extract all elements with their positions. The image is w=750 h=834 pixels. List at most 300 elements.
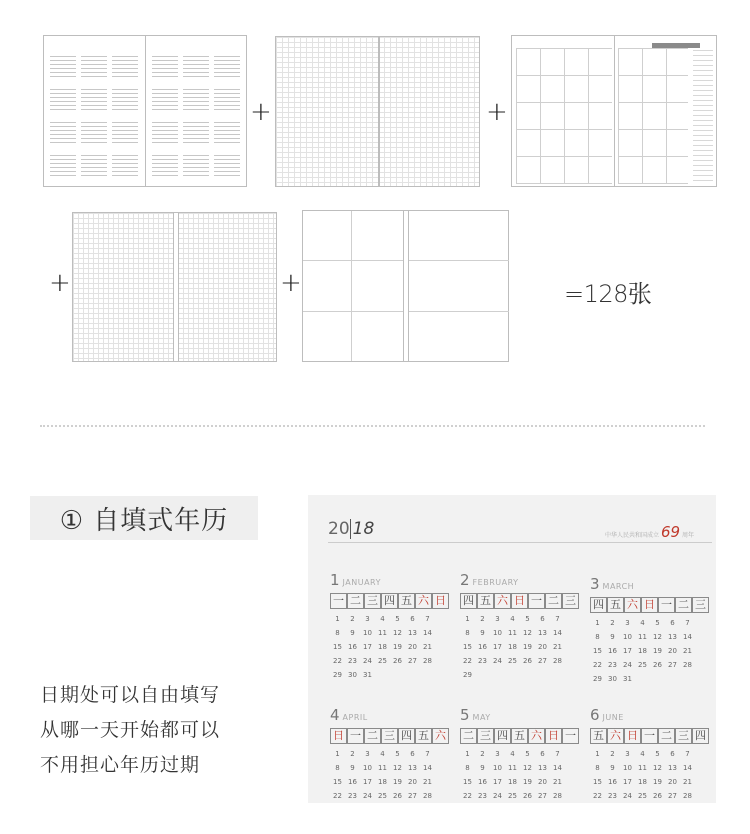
day-cell: 13	[538, 764, 547, 772]
weekday-cell: 五	[477, 593, 494, 609]
day-cell: 27	[538, 792, 547, 800]
day-cell: 10	[493, 764, 502, 772]
day-cell: 27	[668, 661, 677, 669]
day-cell: 21	[683, 778, 692, 786]
year-prefix: 20	[328, 519, 350, 539]
plus-sign: +	[250, 97, 272, 127]
day-cell: 24	[623, 661, 632, 669]
day-cell: 2	[480, 615, 485, 623]
day-cell: 21	[423, 643, 432, 651]
mini-month-block	[214, 89, 240, 111]
mini-month-block	[81, 89, 107, 111]
day-cell: 6	[540, 750, 545, 758]
mini-month-block	[152, 89, 178, 111]
day-cell: 2	[350, 615, 355, 623]
mini-month-block	[214, 122, 240, 144]
mini-month-block	[50, 89, 76, 111]
day-cell: 7	[555, 750, 560, 758]
day-cell: 18	[378, 643, 387, 651]
day-cell: 7	[685, 619, 690, 627]
day-cell: 1	[335, 750, 340, 758]
plus-sign: +	[49, 268, 71, 298]
weekday-cell: 日	[641, 597, 658, 613]
day-cell: 23	[348, 792, 357, 800]
day-cell	[490, 671, 505, 685]
day-cell	[635, 675, 650, 689]
day-cell: 4	[380, 750, 385, 758]
day-cell: 14	[553, 629, 562, 637]
month-name	[590, 706, 710, 724]
mini-month-block	[152, 155, 178, 177]
month-label: APRIL	[342, 713, 368, 722]
weekday-cell: 四	[692, 728, 709, 744]
month-number: 5	[460, 706, 470, 724]
weekly-planner-image	[511, 35, 717, 187]
day-cell: 17	[493, 778, 502, 786]
day-cell: 11	[638, 633, 647, 641]
weekday-cell: 四	[460, 593, 477, 609]
day-cell: 11	[508, 629, 517, 637]
month-name	[330, 571, 450, 589]
day-cell: 24	[623, 792, 632, 800]
day-cell: 4	[640, 619, 645, 627]
edition-text: 中华人民共和国成立	[605, 532, 660, 539]
day-cell: 27	[668, 792, 677, 800]
mini-month-block	[50, 56, 76, 78]
day-cell: 30	[608, 675, 617, 683]
day-cell: 3	[495, 615, 500, 623]
weekday-row	[330, 728, 450, 744]
day-cell: 10	[363, 764, 372, 772]
day-cell: 8	[595, 633, 600, 641]
weekday-cell: 日	[330, 728, 347, 744]
day-cell: 21	[553, 778, 562, 786]
day-cell: 5	[525, 750, 530, 758]
monthly-grid-image	[275, 36, 480, 187]
day-cell: 23	[608, 792, 617, 800]
weekday-cell: 日	[511, 593, 528, 609]
day-cell	[475, 671, 490, 685]
day-cell: 18	[378, 778, 387, 786]
weekday-row	[330, 593, 450, 609]
day-cell: 10	[363, 629, 372, 637]
day-cell: 3	[625, 619, 630, 627]
weekday-cell: 日	[545, 728, 562, 744]
day-cell: 16	[348, 778, 357, 786]
day-cell: 20	[538, 778, 547, 786]
day-cell: 23	[478, 792, 487, 800]
day-cell: 15	[593, 647, 602, 655]
day-cell: 26	[523, 792, 532, 800]
day-cell: 16	[608, 778, 617, 786]
day-cell: 22	[593, 792, 602, 800]
weekday-cell: 六	[432, 728, 449, 744]
day-cell: 8	[465, 629, 470, 637]
month-label: MAY	[472, 713, 491, 722]
month-block	[460, 571, 580, 685]
month-block	[460, 706, 580, 803]
day-cell: 3	[365, 615, 370, 623]
day-cell: 10	[623, 633, 632, 641]
weekday-cell: 日	[624, 728, 641, 744]
day-cell: 16	[478, 778, 487, 786]
description	[40, 678, 280, 783]
day-cell: 20	[408, 643, 417, 651]
day-cell: 8	[335, 764, 340, 772]
day-cell: 7	[685, 750, 690, 758]
day-cell: 19	[523, 778, 532, 786]
month-name	[590, 575, 710, 593]
month-number: 1	[330, 571, 340, 589]
day-cell: 28	[423, 657, 432, 665]
day-cell: 3	[625, 750, 630, 758]
weekday-cell: 六	[624, 597, 641, 613]
day-cell: 15	[463, 643, 472, 651]
day-cell: 25	[508, 792, 517, 800]
weekday-cell: 六	[494, 593, 511, 609]
day-cell: 11	[508, 764, 517, 772]
day-cell: 19	[653, 647, 662, 655]
day-cell: 21	[423, 778, 432, 786]
day-cell: 9	[480, 764, 485, 772]
description-line: 从哪一天开始都可以	[40, 719, 221, 741]
weekday-cell: 二	[658, 728, 675, 744]
day-cell: 5	[395, 615, 400, 623]
month-label: FEBRUARY	[472, 578, 519, 587]
weekday-row	[590, 597, 710, 613]
day-cell: 20	[668, 778, 677, 786]
weekday-cell: 一	[528, 593, 545, 609]
day-cell: 4	[510, 750, 515, 758]
month-label: JUNE	[602, 713, 624, 722]
day-cell: 31	[623, 675, 632, 683]
day-grid	[330, 615, 450, 685]
weekday-cell: 四	[381, 593, 398, 609]
day-cell: 5	[395, 750, 400, 758]
day-cell: 12	[393, 629, 402, 637]
day-cell	[375, 671, 390, 685]
year-written: 18	[350, 519, 375, 539]
day-cell: 25	[378, 792, 387, 800]
day-cell: 6	[670, 619, 675, 627]
day-cell: 3	[495, 750, 500, 758]
day-cell: 9	[480, 629, 485, 637]
weekday-cell: 二	[460, 728, 477, 744]
day-cell: 13	[668, 633, 677, 641]
weekday-cell: 四	[494, 728, 511, 744]
day-cell: 19	[523, 643, 532, 651]
day-cell: 5	[525, 615, 530, 623]
day-cell: 22	[333, 792, 342, 800]
weekday-cell: 三	[562, 593, 579, 609]
day-cell: 14	[683, 764, 692, 772]
description-line: 不用担心年历过期	[40, 754, 201, 776]
day-cell: 14	[553, 764, 562, 772]
month-number: 2	[460, 571, 470, 589]
day-grid	[330, 750, 450, 803]
day-cell: 1	[335, 615, 340, 623]
section-title: ① 自填式年历	[30, 496, 258, 540]
mini-month-block	[214, 155, 240, 177]
day-cell: 28	[423, 792, 432, 800]
day-cell: 27	[408, 657, 417, 665]
day-cell: 2	[610, 750, 615, 758]
day-cell: 24	[363, 657, 372, 665]
day-cell: 9	[610, 764, 615, 772]
weekday-row	[590, 728, 710, 744]
day-cell: 23	[478, 657, 487, 665]
month-number: 4	[330, 706, 340, 724]
day-cell: 15	[463, 778, 472, 786]
day-cell: 7	[425, 750, 430, 758]
month-number: 3	[590, 575, 600, 593]
day-cell: 5	[655, 619, 660, 627]
day-cell: 13	[408, 764, 417, 772]
day-cell	[550, 671, 565, 685]
day-cell: 25	[378, 657, 387, 665]
day-cell: 21	[553, 643, 562, 651]
day-cell	[405, 671, 420, 685]
day-cell: 15	[593, 778, 602, 786]
day-cell: 23	[348, 657, 357, 665]
weekday-cell: 六	[528, 728, 545, 744]
day-cell: 9	[610, 633, 615, 641]
day-cell: 25	[638, 792, 647, 800]
month-block	[590, 575, 710, 689]
weekday-cell: 一	[347, 728, 364, 744]
description-line: 日期处可以自由填写	[40, 684, 221, 706]
weekday-cell: 三	[675, 728, 692, 744]
day-cell: 14	[423, 764, 432, 772]
day-grid	[460, 615, 580, 685]
day-cell: 25	[508, 657, 517, 665]
mini-month-block	[152, 122, 178, 144]
day-cell: 31	[363, 671, 372, 679]
mini-month-block	[112, 89, 138, 111]
day-cell: 20	[668, 647, 677, 655]
day-cell: 12	[653, 764, 662, 772]
month-label: MARCH	[602, 582, 635, 591]
graph-paper-image	[72, 212, 277, 362]
weekday-cell: 二	[675, 597, 692, 613]
month-block	[330, 706, 450, 803]
day-cell: 17	[623, 778, 632, 786]
day-cell: 18	[638, 647, 647, 655]
day-cell: 24	[493, 657, 502, 665]
day-cell: 9	[350, 629, 355, 637]
month-label: JANUARY	[342, 578, 381, 587]
day-cell: 15	[333, 643, 342, 651]
weekday-cell: 五	[415, 728, 432, 744]
edition-line	[605, 523, 694, 541]
day-cell: 10	[623, 764, 632, 772]
plus-sign: +	[280, 268, 302, 298]
day-grid	[590, 750, 710, 803]
day-cell: 4	[510, 615, 515, 623]
day-cell: 2	[610, 619, 615, 627]
day-cell: 18	[638, 778, 647, 786]
day-cell: 4	[640, 750, 645, 758]
day-cell: 28	[553, 657, 562, 665]
month-block	[330, 571, 450, 685]
mini-month-block	[112, 122, 138, 144]
day-cell: 29	[463, 671, 472, 679]
day-cell: 3	[365, 750, 370, 758]
weekday-cell: 四	[398, 728, 415, 744]
weekday-cell: 二	[347, 593, 364, 609]
edition-number: 69	[660, 523, 681, 541]
day-cell: 27	[538, 657, 547, 665]
day-cell: 17	[363, 778, 372, 786]
day-cell: 26	[393, 792, 402, 800]
day-cell: 1	[595, 619, 600, 627]
day-cell: 13	[408, 629, 417, 637]
mini-month-block	[112, 155, 138, 177]
day-cell: 6	[410, 750, 415, 758]
weekday-cell: 一	[641, 728, 658, 744]
day-cell: 1	[465, 615, 470, 623]
day-cell: 6	[410, 615, 415, 623]
day-cell: 21	[683, 647, 692, 655]
mini-month-block	[183, 155, 209, 177]
day-cell: 13	[668, 764, 677, 772]
mini-month-block	[152, 56, 178, 78]
weekday-cell: 日	[432, 593, 449, 609]
day-cell	[420, 671, 435, 685]
weekday-cell: 二	[545, 593, 562, 609]
calendar-photo	[308, 495, 716, 803]
day-cell: 16	[348, 643, 357, 651]
weekday-row	[460, 728, 580, 744]
day-cell: 15	[333, 778, 342, 786]
blank-box-image	[302, 210, 509, 362]
day-cell: 24	[363, 792, 372, 800]
weekday-cell: 三	[477, 728, 494, 744]
month-name	[460, 706, 580, 724]
day-cell: 17	[623, 647, 632, 655]
month-block	[590, 706, 710, 803]
weekday-cell: 五	[590, 728, 607, 744]
month-name	[330, 706, 450, 724]
day-cell: 11	[378, 764, 387, 772]
day-cell: 29	[333, 671, 342, 679]
plus-sign: +	[486, 97, 508, 127]
dotted-divider	[40, 425, 705, 427]
mini-month-block	[50, 155, 76, 177]
day-cell: 14	[683, 633, 692, 641]
day-cell	[520, 671, 535, 685]
weekday-cell: 五	[511, 728, 528, 744]
day-cell: 20	[538, 643, 547, 651]
month-number: 6	[590, 706, 600, 724]
mini-month-block	[81, 56, 107, 78]
day-cell: 4	[380, 615, 385, 623]
day-grid	[590, 619, 710, 689]
day-cell: 12	[523, 764, 532, 772]
weekday-cell: 二	[364, 728, 381, 744]
day-cell: 2	[350, 750, 355, 758]
day-cell: 8	[465, 764, 470, 772]
mini-month-block	[81, 122, 107, 144]
day-cell: 11	[378, 629, 387, 637]
day-cell	[390, 671, 405, 685]
weekday-cell: 三	[381, 728, 398, 744]
weekday-cell: 五	[607, 597, 624, 613]
day-cell	[665, 675, 680, 689]
day-cell: 6	[670, 750, 675, 758]
day-cell: 19	[653, 778, 662, 786]
day-cell: 7	[425, 615, 430, 623]
day-cell: 16	[608, 647, 617, 655]
weekday-cell: 五	[398, 593, 415, 609]
day-grid	[460, 750, 580, 803]
day-cell: 13	[538, 629, 547, 637]
mini-month-block	[183, 122, 209, 144]
day-cell: 12	[523, 629, 532, 637]
year-heading	[328, 519, 374, 539]
weekday-cell: 一	[658, 597, 675, 613]
day-cell: 22	[463, 657, 472, 665]
weekday-cell: 一	[330, 593, 347, 609]
day-cell: 22	[333, 657, 342, 665]
day-cell: 29	[593, 675, 602, 683]
day-cell: 22	[593, 661, 602, 669]
day-cell: 17	[493, 643, 502, 651]
day-cell: 28	[683, 661, 692, 669]
day-cell: 26	[653, 792, 662, 800]
day-cell: 26	[523, 657, 532, 665]
day-cell: 28	[553, 792, 562, 800]
day-cell: 1	[595, 750, 600, 758]
day-cell: 30	[348, 671, 357, 679]
day-cell: 8	[335, 629, 340, 637]
day-cell: 26	[653, 661, 662, 669]
weekday-cell: 三	[364, 593, 381, 609]
mini-month-block	[183, 56, 209, 78]
day-cell: 16	[478, 643, 487, 651]
edition-suffix: 周年	[681, 532, 694, 539]
day-cell: 12	[393, 764, 402, 772]
day-cell: 18	[508, 778, 517, 786]
day-cell: 22	[463, 792, 472, 800]
weekday-cell: 一	[562, 728, 579, 744]
mini-month-block	[50, 122, 76, 144]
day-cell: 10	[493, 629, 502, 637]
weekday-cell: 六	[607, 728, 624, 744]
mini-month-block	[81, 155, 107, 177]
day-cell: 19	[393, 778, 402, 786]
weekday-cell: 四	[590, 597, 607, 613]
day-cell: 25	[638, 661, 647, 669]
day-cell	[505, 671, 520, 685]
day-cell: 11	[638, 764, 647, 772]
day-cell: 9	[350, 764, 355, 772]
weekday-cell: 三	[692, 597, 709, 613]
day-cell: 7	[555, 615, 560, 623]
month-name	[460, 571, 580, 589]
day-cell: 6	[540, 615, 545, 623]
mini-month-block	[112, 56, 138, 78]
day-cell: 8	[595, 764, 600, 772]
day-cell	[650, 675, 665, 689]
day-cell: 1	[465, 750, 470, 758]
day-cell: 5	[655, 750, 660, 758]
year-planner-image	[43, 35, 247, 187]
day-cell: 26	[393, 657, 402, 665]
day-cell	[680, 675, 695, 689]
day-cell: 14	[423, 629, 432, 637]
total-count-label: =128张	[564, 280, 652, 308]
